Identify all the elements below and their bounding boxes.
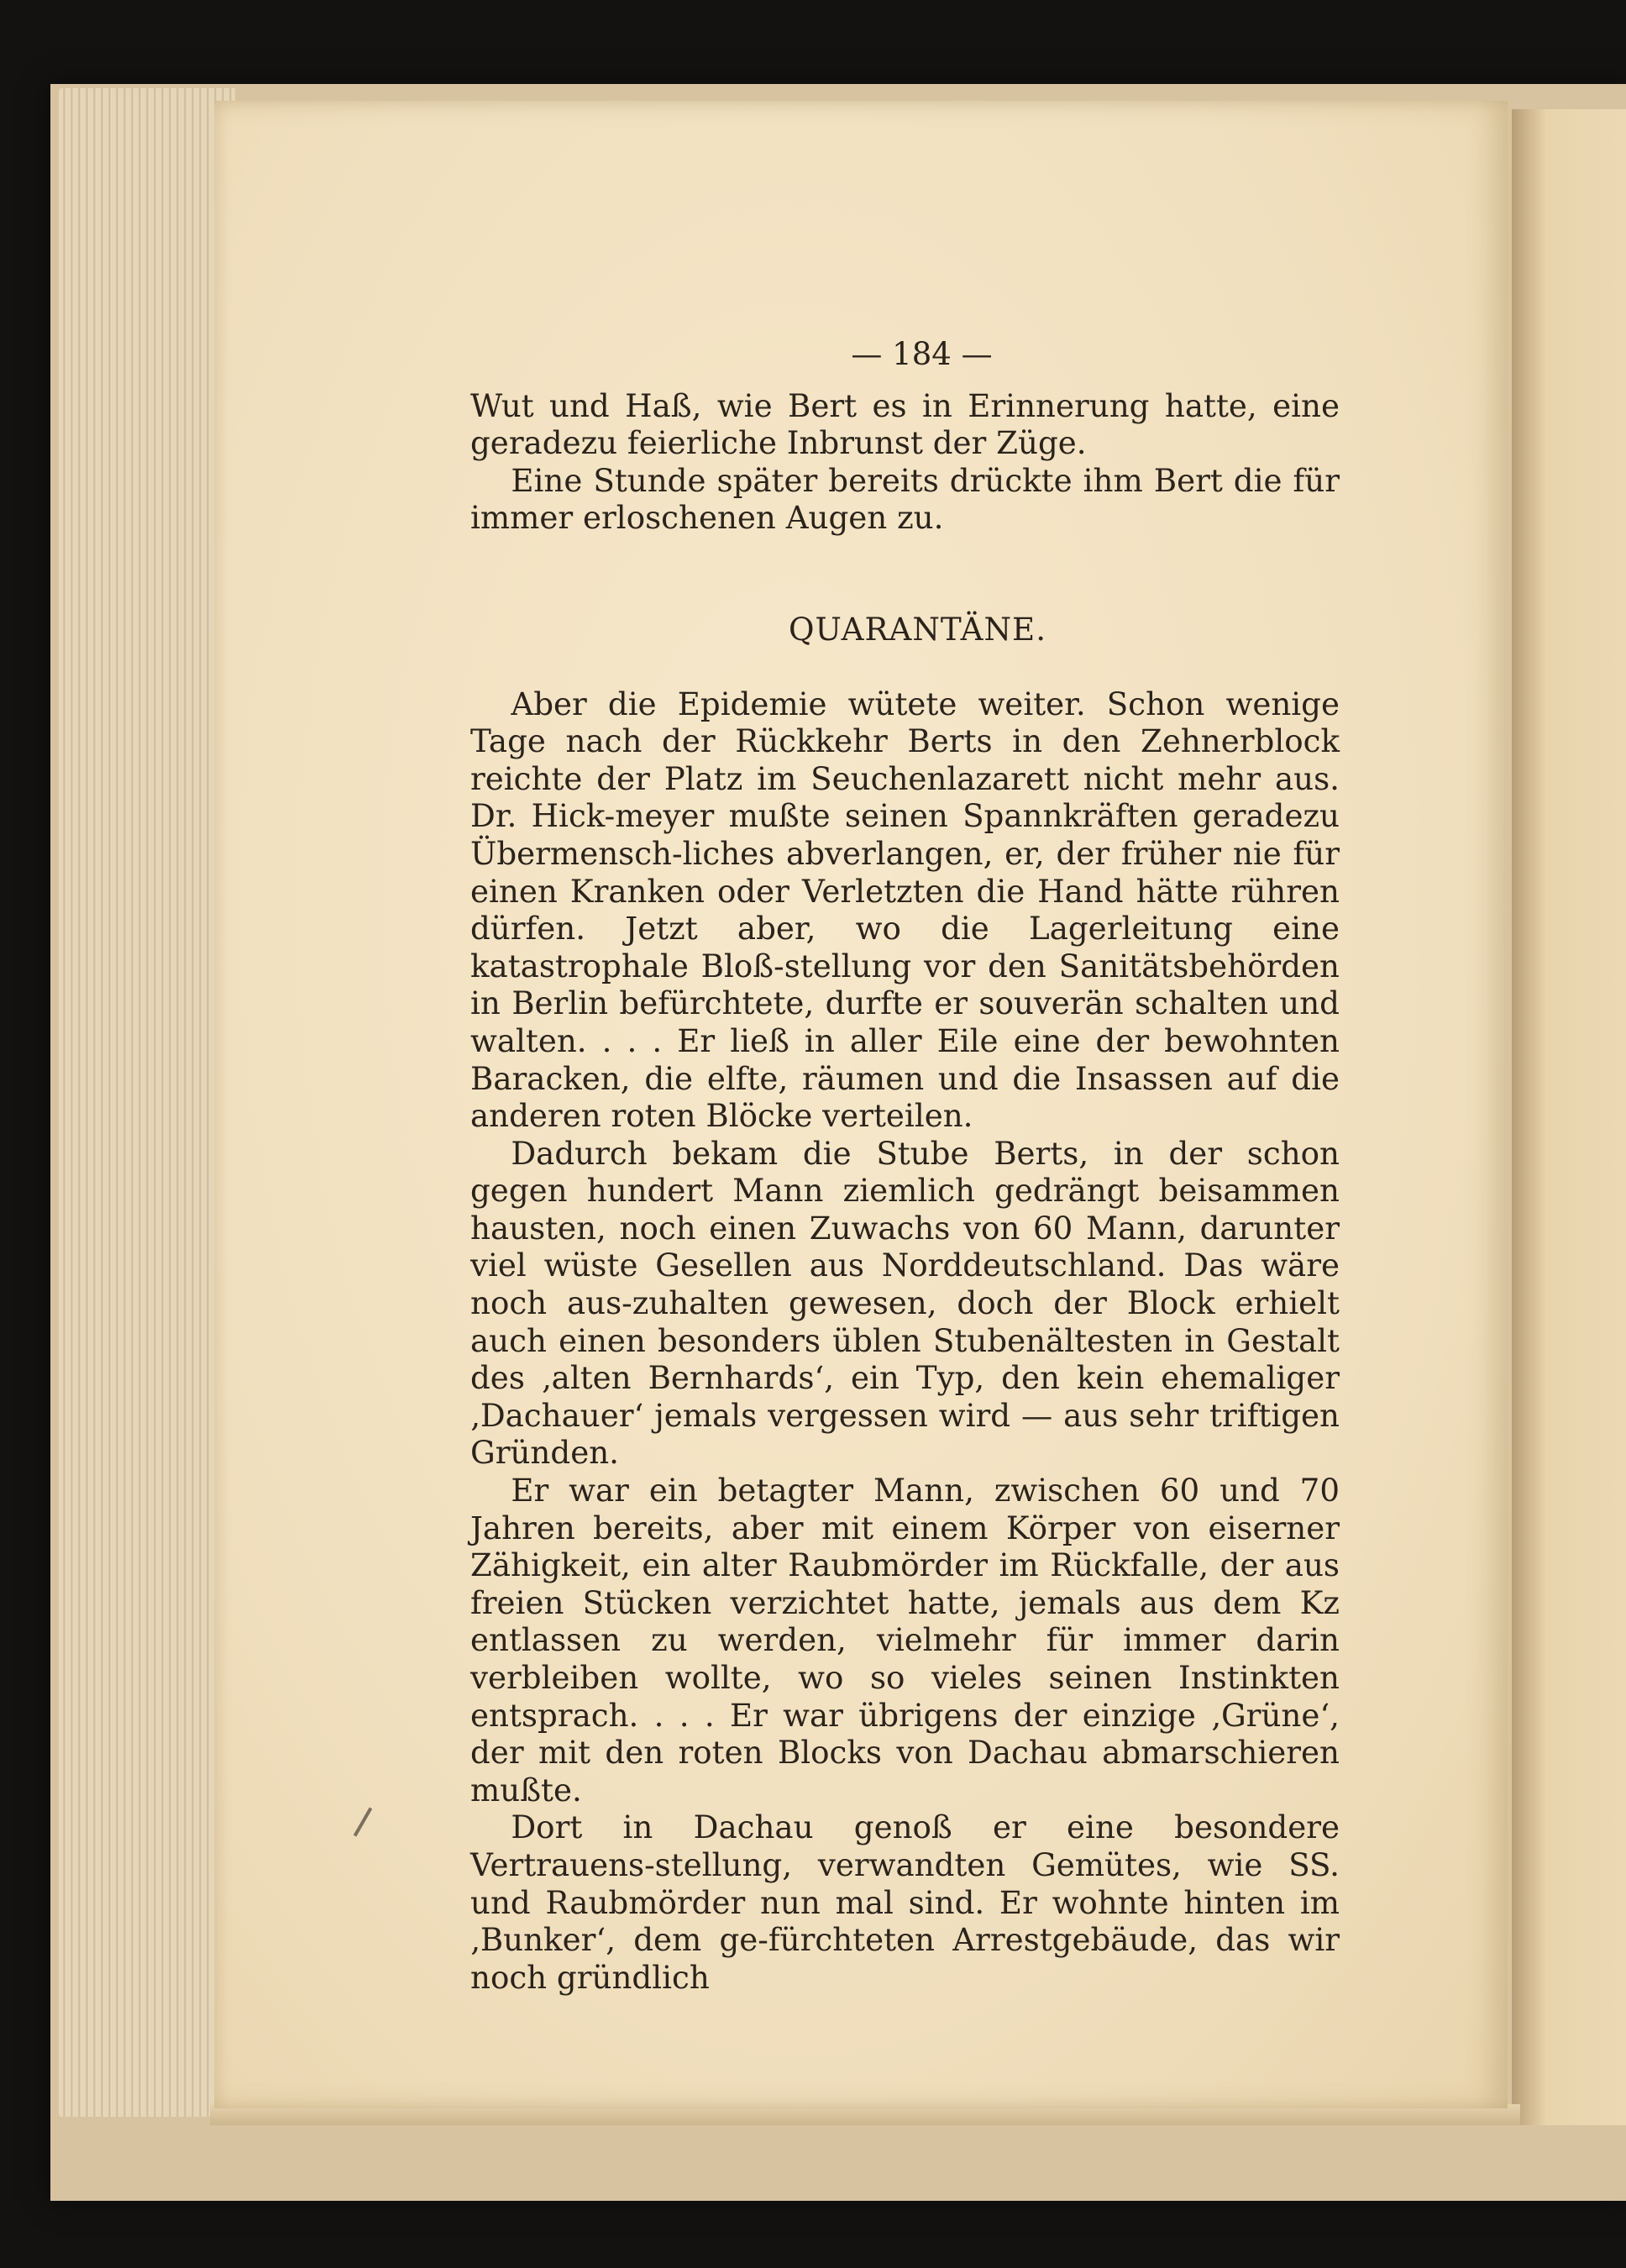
paragraph: Eine Stunde später bereits drückte ihm Bert die für immer erloschenen Augen zu.: [470, 461, 1340, 537]
facing-page-edge: [1512, 109, 1626, 2125]
paragraph: Er war ein betagter Mann, zwischen 60 und 70 Jahren bereits, aber mit einem Körper von eiserner Zähigkeit, ein alter Raubmörder im Rückfalle, der aus freien Stücken verzichtet hatte, jemals aus dem Kz entlassen zu werden, vielmehr für immer darin verbleiben wollte, wo so vieles seinen Instinkten entsprach. . . . Er war übrigens der einzige ‚Grüne‘, der mit den roten Blocks von Dachau abmarschieren mußte.: [470, 1472, 1340, 1809]
page-number: — 184 —: [851, 336, 993, 372]
paragraph: Dadurch bekam die Stube Berts, in der schon gegen hundert Mann ziemlich gedrängt beisammen hausten, noch einen Zuwachs von 60 Mann, darunter viel wüste Gesellen aus Norddeutschland. Das wäre noch aus-zuhalten gewesen, doch der Block erhielt auch einen besonders üblen Stubenältesten in Gestalt des ‚alten Bernhards‘, ein Typ, den kein ehemaliger ‚Dachauer‘ jemals vergessen wird — aus sehr triftigen Gründen.: [470, 1134, 1340, 1472]
section-heading: QUARANTÄNE.: [788, 610, 1047, 648]
paragraph: Aber die Epidemie wütete weiter. Schon wenige Tage nach der Rückkehr Berts in den Zehnerblock reichte der Platz im Seuchenlazarett nicht mehr aus. Dr. Hick-meyer mußte seinen Spannkräften geradezu Übermensch-liches abverlangen, er, der früher nie für einen Kranken oder Verletzten die Hand hätte rühren dürfen. Jetzt aber, wo die Lagerleitung eine katastrophale Bloß-stellung vor den Sanitätsbehörden in Berlin befürchtete, durfte er souverän schalten und walten. . . . Er ließ in aller Eile eine der bewohnten Baracken, die elfte, räumen und die Insassen auf die anderen roten Blöcke verteilen.: [470, 685, 1340, 1135]
page-edges-stack: [59, 88, 235, 2117]
page-text-block: [470, 336, 1340, 1996]
paragraph: Dort in Dachau genoß er eine besondere Vertrauens-stellung, verwandten Gemütes, wie SS. und Raubmörder nun mal sind. Er wohnte hinten im ‚Bunker‘, dem ge-fürchteten Arrestgebäude, das wir noch gründlich: [470, 1809, 1340, 1996]
paragraph: Wut und Haß, wie Bert es in Erinnerung hatte, eine geradezu feierliche Inbrunst der Züge.: [470, 386, 1340, 462]
